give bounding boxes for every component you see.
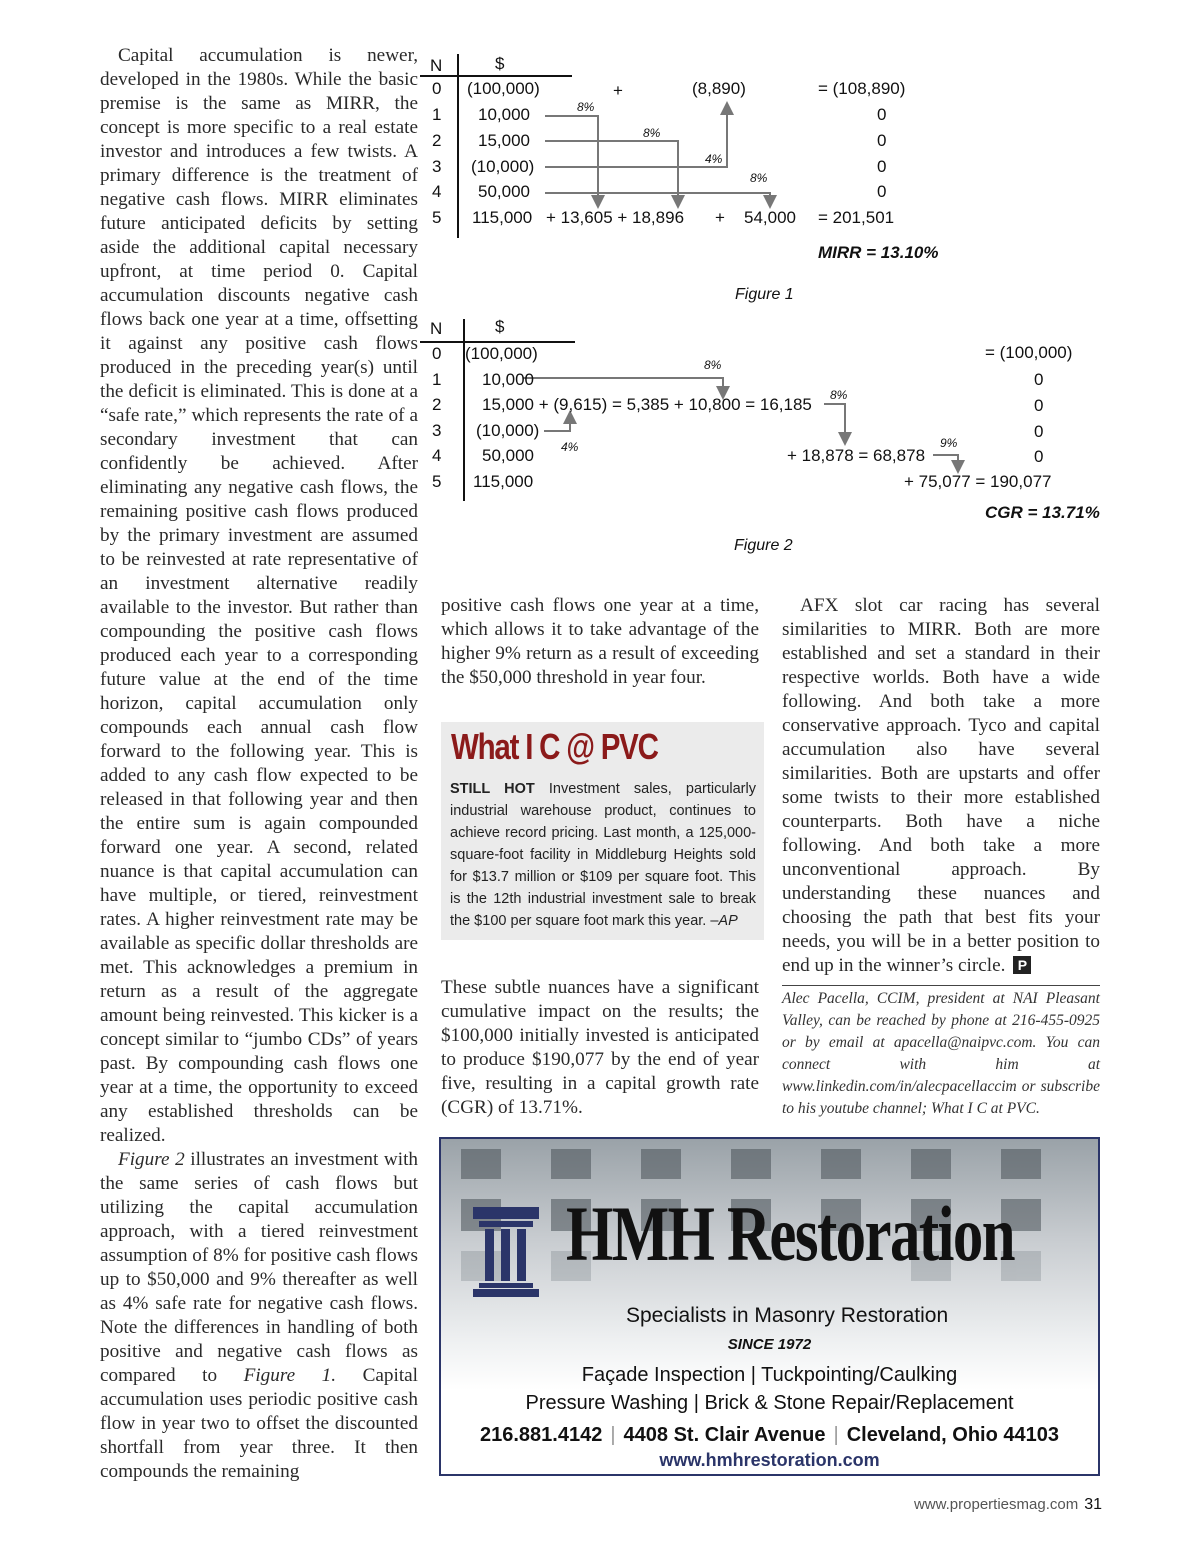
page-footer <box>914 1496 1102 1514</box>
left-column <box>100 44 418 1484</box>
fig2-v-4: 50,000 <box>482 446 534 465</box>
ad-address: 4408 St. Clair Avenue <box>623 1424 826 1446</box>
ad-brand: HMH Restoration <box>566 1190 1015 1277</box>
sidebar-title: What I C @ PVC <box>451 726 658 767</box>
fig1-v-5: 115,000 <box>472 208 533 227</box>
fig2-result: CGR = 13.71% <box>985 503 1100 522</box>
author-bio: Alec Pacella, CCIM, president at NAI Pleasant Valley, can be reached by phone at 216-455-0925 or by email at apacella@naipvc.com. You can connect with him at www.linkedin.com/in/alecpacellaccim or subscribe to his youtube channel; What I C at PVC. <box>782 985 1100 1120</box>
fig1-caption: Figure 1 <box>735 286 794 303</box>
fig2-v-1: 10,000 <box>482 370 534 389</box>
fig1-v-3: (10,000) <box>471 157 535 176</box>
sidebar-sign: AP <box>718 913 738 929</box>
left-paragraph-1: Capital accumulation is newer, developed in the 1980s. While the basic premise is the same as MIRR, the concept is more specific to a real estate investor and introduces a few twists. A primary difference is the treatment of negative cash flows. MIRR eliminates future anticipated deficits by setting aside the additional capital necessary upfront, at time period 0. Capital accumulation discounts negative cash flows back one year at a time, offsetting it against any positive cash flows produced in the preceding year(s) until the deficit is eliminated. This is done at a “safe rate,” which represents the rate of a secondary investment that can confidently be achieved. After eliminating any negative cash flows, the remaining positive cash flows produced by the primary investment are assumed to be reinvested at rate representative of an investment alternative readily available to the investor. But rather than compounding the positive cash flows produced each year to a corresponding future value at the end of the time horizon, capital accumulation only compounds each annual cash flow forward to the following year. This is added to any cash flow expected to be released in that following year and then the entire sum is again compounded forward one year. A second, related nuance is that capital accumulation can have multiple, or tiered, reinvestment rates. A higher reinvestment rate may be available as specific dollar thresholds are met. This acknowledges a premium in return as a result of the aggregate amount being reinvested. This kicker is a concept similar to “jumbo CDs” of years past. By compounding cash flows one year at a time, the opportunity to exceed any established thresholds can be realized. <box>100 45 418 1146</box>
middle-paragraph-1: positive cash flows one year at a time, which allows it to take advantage of the higher 9% return as a result of exceeding the $50,000 threshold in year four. <box>441 595 759 688</box>
sidebar-text: Investment sales, particularly industrial warehouse product, continues to achieve record pricing. Last month, a 125,000-square-foot facility in Middleburg Heights sold for $13.7 million or $109 per square foot. This is the 12th industrial investment sale to break the $100 per square foot mark this year. – <box>450 781 756 929</box>
fig1-rate-3: 4% <box>705 152 723 166</box>
fig2-right-2: 0 <box>1034 396 1044 415</box>
middle-column-bottom <box>441 976 759 1120</box>
page-number: 31 <box>1084 1496 1102 1513</box>
fig2-v-3: (10,000) <box>476 421 540 440</box>
fig1-n-1: 1 <box>432 105 442 124</box>
fig1-rate-2: 8% <box>643 126 661 140</box>
fig2-right-1: 0 <box>1034 370 1044 389</box>
ad-since: SINCE 1972 <box>727 1336 812 1353</box>
fig2-right-3: 0 <box>1034 422 1044 441</box>
middle-paragraph-2: These subtle nuances have a significant cumulative impact on the results; the $100,000 initially invested is anticipated to produce $190,077 by the end of year five, resulting in a capital growth rate (CGR) of 13.71%. <box>441 977 759 1118</box>
fig2-v-2: 15,000 + (9,615) = 5,385 + 10,800 = 16,185 <box>482 395 812 414</box>
end-mark-icon: P <box>1013 956 1031 974</box>
hmh-restoration-ad[interactable] <box>439 1137 1100 1476</box>
left-paragraph-2-end: Capital accumulation uses periodic positive cash flow in year two to offset the discounted shortfall from year three. It then compounds the remaining <box>100 1365 419 1482</box>
fig1-v-2: 15,000 <box>478 131 530 150</box>
fig2-caption: Figure 2 <box>734 537 793 554</box>
fig1-row5-plus: + <box>715 208 725 227</box>
ad-tagline: Specialists in Masonry Restoration <box>626 1304 949 1327</box>
fig2-n-5: 5 <box>432 472 442 491</box>
fig1-col-n: N <box>430 56 443 75</box>
fig2-right-4: 0 <box>1034 447 1044 466</box>
figure-2 <box>420 315 1100 560</box>
fig1-v-1: 10,000 <box>478 105 530 124</box>
fig1-n-3: 3 <box>432 157 442 176</box>
fig2-rate-3: 4% <box>561 440 579 454</box>
fig1-col-usd: $ <box>495 54 505 73</box>
figure-2-ref: Figure 2 <box>118 1149 185 1170</box>
fig1-row0-total: = (108,890) <box>818 79 906 98</box>
fig2-right-0: = (100,000) <box>985 343 1073 362</box>
fig2-n-2: 2 <box>432 395 442 414</box>
figure-1 <box>420 50 1100 310</box>
fig2-col-n: N <box>430 319 443 338</box>
ad-services-1: Façade Inspection | Tuckpointing/Caulking <box>581 1364 958 1386</box>
fig2-row4-calc: + 18,878 = 68,878 <box>787 446 926 465</box>
fig1-row5-total: = 201,501 <box>818 208 895 227</box>
fig1-zero-2: 0 <box>877 131 887 150</box>
right-paragraph-1 <box>782 594 1100 978</box>
fig1-plus: + <box>613 81 623 100</box>
right-column <box>782 594 1100 978</box>
fig1-result: MIRR = 13.10% <box>818 243 939 262</box>
fig1-row5-terms: + 13,605 + 18,896 <box>546 208 685 227</box>
ad-services-2: Pressure Washing | Brick & Stone Repair/Replacement <box>525 1392 1014 1414</box>
left-paragraph-2-text: illustrates an investment with the same series of cash flows but utilizing the capital accumulation approach, with a tiered reinvestment assumption of 8% for positive cash flows up to $50,000 and 9% thereafter as well as 4% safe rate for negative cash flows. Note the differences in handling of both positive and negative cash flows as compared to <box>100 1149 419 1386</box>
fig1-zero-3: 0 <box>877 157 887 176</box>
fig2-n-0: 0 <box>432 344 442 363</box>
fig1-v-0: (100,000) <box>467 79 540 98</box>
left-paragraph-2 <box>100 1148 418 1484</box>
ad-phone[interactable]: 216.881.4142 <box>479 1424 603 1446</box>
fig2-col-usd: $ <box>495 317 505 336</box>
fig1-n-5: 5 <box>432 208 442 227</box>
middle-column-top <box>441 594 759 690</box>
ad-contact: 216.881.4142 | 4408 St. Clair Avenue | Cleveland, Ohio 44103 <box>479 1424 1060 1446</box>
fig1-rate-1: 8% <box>577 100 595 114</box>
fig2-v-5: 115,000 <box>473 472 534 491</box>
fig2-rate-4: 9% <box>940 436 958 450</box>
fig1-row5-last: 54,000 <box>744 208 796 227</box>
column-logo-icon <box>473 1207 543 1297</box>
fig2-rate-2: 8% <box>830 388 848 402</box>
fig1-zero-1: 0 <box>877 105 887 124</box>
fig2-v-0: (100,000) <box>465 344 538 363</box>
fig2-rate-1: 8% <box>704 358 722 372</box>
footer-site[interactable]: www.propertiesmag.com <box>913 1496 1079 1513</box>
fig2-n-1: 1 <box>432 370 442 389</box>
fig1-v-4: 50,000 <box>478 182 530 201</box>
fig1-rate-4: 8% <box>750 171 768 185</box>
right-paragraph-text: AFX slot car racing has several similarities to MIRR. Both are more established and set a standard in their respective worlds. Both have a wide following. And both take a more conservative approach. Tyco and capital accumulation also have several similarities. Both are upstarts and offer some twists to their more established counterparts. Both have a niche following. And both take a more unconventional approach. By understanding these nuances and choosing the path that best fits your needs, you will be in a better position to end up in the winner’s circle. <box>782 595 1100 976</box>
sidebar-lead: STILL HOT <box>450 781 535 797</box>
ad-city: Cleveland, Ohio 44103 <box>846 1424 1060 1446</box>
sidebar-body <box>450 778 756 932</box>
fig2-row5-calc: + 75,077 = 190,077 <box>904 472 1052 491</box>
fig2-n-4: 4 <box>432 446 442 465</box>
what-i-c-sidebar <box>441 722 764 940</box>
figure-1-ref: Figure 1. <box>243 1365 337 1386</box>
fig1-n-0: 0 <box>432 79 442 98</box>
fig2-n-3: 3 <box>432 421 442 440</box>
fig1-n-2: 2 <box>432 131 442 150</box>
fig1-n-4: 4 <box>432 182 442 201</box>
fig1-zero-4: 0 <box>877 182 887 201</box>
fig1-reserve: (8,890) <box>692 79 746 98</box>
ad-url-link[interactable]: www.hmhrestoration.com <box>659 1450 880 1470</box>
